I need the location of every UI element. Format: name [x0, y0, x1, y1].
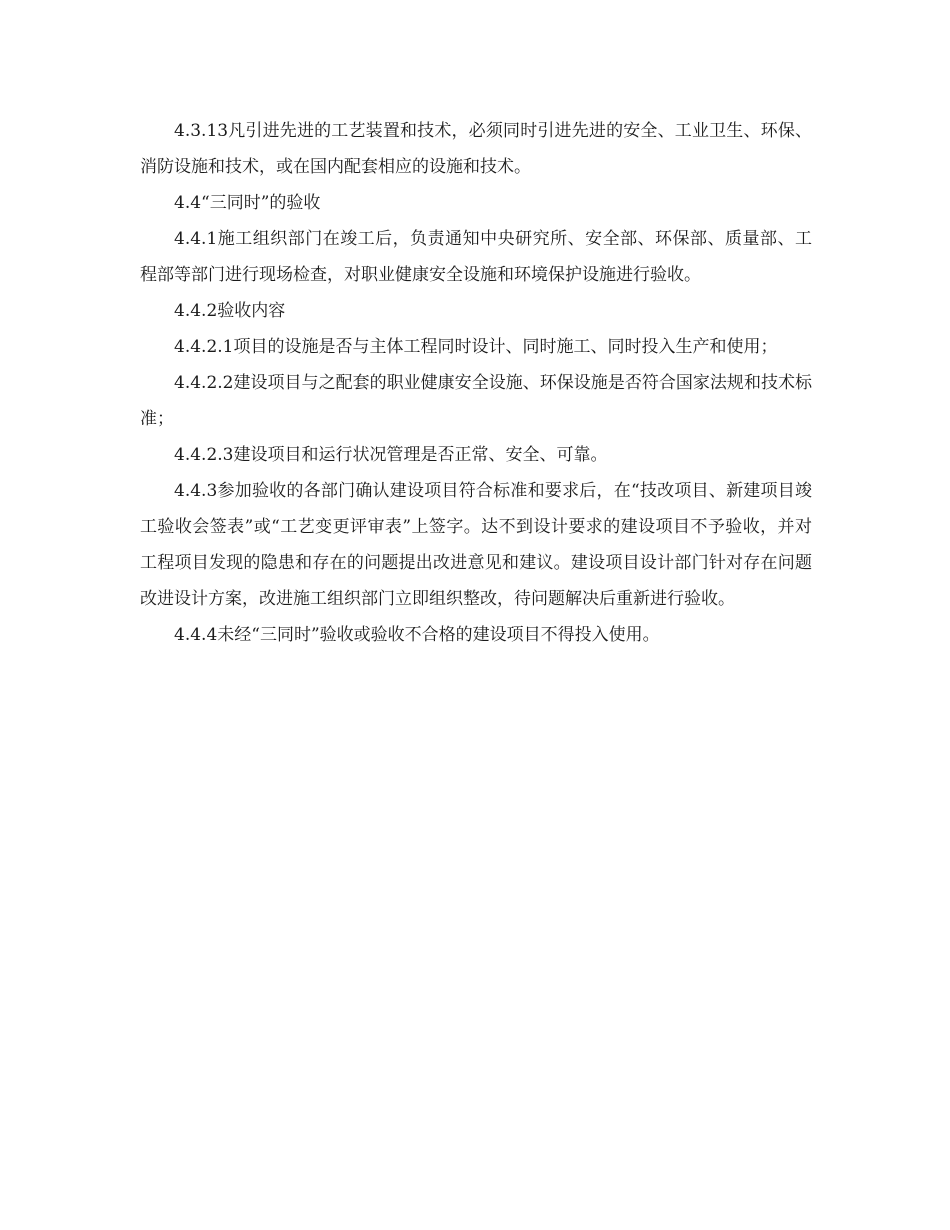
paragraph-4-3-13: 4.3.13凡引进先进的工艺装置和技术，必须同时引进先进的安全、工业卫生、环保、消防设施和技术，或在国内配套相应的设施和技术。 — [140, 121, 812, 177]
paragraph-4-4-1: 4.4.1施工组织部门在竣工后，负责通知中央研究所、安全部、环保部、质量部、工程部等部门进行现场检查，对职业健康安全设施和环境保护设施进行验收。 — [140, 229, 812, 285]
paragraph-4-4-2-1: 4.4.2.1项目的设施是否与主体工程同时设计、同时施工、同时投入生产和使用； — [174, 337, 778, 357]
paragraph-4-4-2-3: 4.4.2.3建设项目和运行状况管理是否正常、安全、可靠。 — [174, 445, 608, 465]
paragraph-4-4-4: 4.4.4未经“三同时”验收或验收不合格的建设项目不得投入使用。 — [174, 625, 660, 645]
heading-4-4: 4.4“三同时”的验收 — [174, 193, 321, 213]
document-body — [140, 113, 812, 653]
paragraph-4-4-2-2: 4.4.2.2建设项目与之配套的职业健康安全设施、环保设施是否符合国家法规和技术标准； — [140, 373, 812, 429]
paragraph-4-4-3: 4.4.3参加验收的各部门确认建设项目符合标准和要求后，在“技改项目、新建项目竣工验收会签表”或“工艺变更评审表”上签字。达不到设计要求的建设项目不予验收，并对工程项目发现的隐患和存在的问题提出改进意见和建议。建设项目设计部门针对存在问题改进设计方案，改进施工组织部门立即组织整改，待问题解决后重新进行验收。 — [140, 481, 812, 609]
heading-4-4-2: 4.4.2验收内容 — [174, 301, 286, 321]
